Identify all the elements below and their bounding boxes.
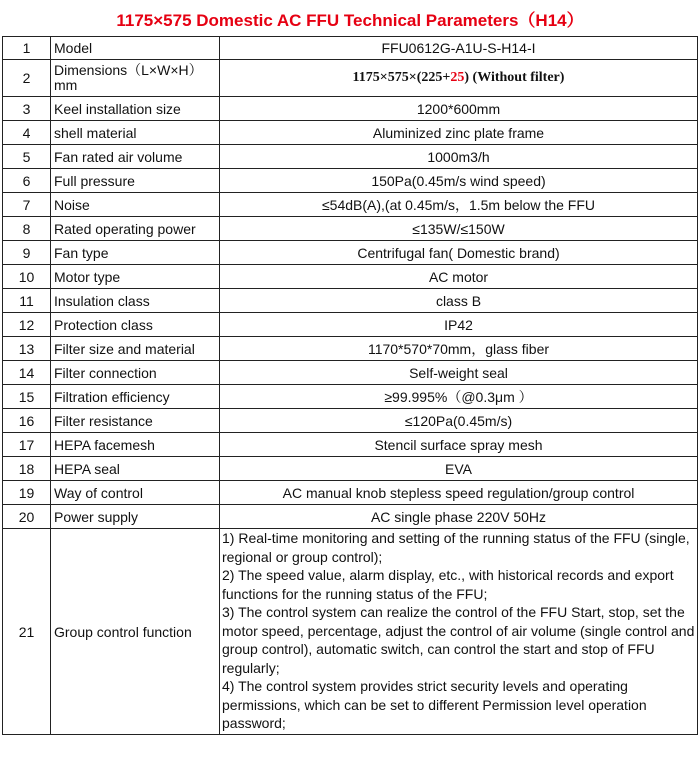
parameter-value: 1000m3/h — [220, 145, 698, 169]
table-row — [3, 121, 698, 145]
row-number: 6 — [3, 169, 51, 193]
table-row — [3, 409, 698, 433]
parameter-name: Motor type — [51, 265, 220, 289]
row-number: 2 — [3, 60, 51, 97]
row-number: 13 — [3, 337, 51, 361]
row-number: 19 — [3, 481, 51, 505]
parameter-name: Fan type — [51, 241, 220, 265]
function-line: 4) The control system provides strict security levels and operating permissions, which can be set to different Permission level operation password; — [222, 678, 647, 731]
parameter-value: Aluminized zinc plate frame — [220, 121, 698, 145]
parameter-value: ≤135W/≤150W — [220, 217, 698, 241]
parameter-name: Filtration efficiency — [51, 385, 220, 409]
parameter-name: Model — [51, 37, 220, 60]
table-row — [3, 145, 698, 169]
parameter-value: AC single phase 220V 50Hz — [220, 505, 698, 529]
table-row — [3, 433, 698, 457]
parameter-value: 150Pa(0.45m/s wind speed) — [220, 169, 698, 193]
parameter-value: 1170*570*70mm，glass fiber — [220, 337, 698, 361]
table-row — [3, 60, 698, 97]
parameter-name: Filter resistance — [51, 409, 220, 433]
parameter-name: Keel installation size — [51, 97, 220, 121]
parameter-name: Group control function — [51, 529, 220, 735]
dimension-extra: 25 — [450, 70, 465, 85]
table-row — [3, 241, 698, 265]
parameter-value: ≤54dB(A),(at 0.45m/s，1.5m below the FFU — [220, 193, 698, 217]
parameter-value: Self-weight seal — [220, 361, 698, 385]
row-number: 7 — [3, 193, 51, 217]
parameter-value: AC manual knob stepless speed regulation/group control — [220, 481, 698, 505]
row-number: 12 — [3, 313, 51, 337]
parameter-value: IP42 — [220, 313, 698, 337]
parameter-name: HEPA seal — [51, 457, 220, 481]
table-row — [3, 169, 698, 193]
row-number: 11 — [3, 289, 51, 313]
parameter-value: class B — [220, 289, 698, 313]
row-number: 20 — [3, 505, 51, 529]
parameter-name: Way of control — [51, 481, 220, 505]
row-number: 21 — [3, 529, 51, 735]
function-line: 1) Real-time monitoring and setting of the running status of the FFU (single, regional or group control); — [222, 530, 690, 565]
table-row — [3, 505, 698, 529]
parameter-name: HEPA facemesh — [51, 433, 220, 457]
row-number: 4 — [3, 121, 51, 145]
dimension-base: 1175×575×(225+ — [352, 70, 451, 85]
table-row — [3, 481, 698, 505]
parameter-name: Power supply — [51, 505, 220, 529]
row-number: 10 — [3, 265, 51, 289]
row-number: 5 — [3, 145, 51, 169]
parameter-name: Noise — [51, 193, 220, 217]
table-row — [3, 97, 698, 121]
parameter-name: Filter size and material — [51, 337, 220, 361]
row-number: 14 — [3, 361, 51, 385]
table-row — [3, 457, 698, 481]
parameter-value: 1200*600mm — [220, 97, 698, 121]
parameter-name: Filter connection — [51, 361, 220, 385]
row-number: 9 — [3, 241, 51, 265]
function-line: 2) The speed value, alarm display, etc., with historical records and export functions for the running status of the FFU; — [222, 567, 674, 602]
parameter-value: ≤120Pa(0.45m/s) — [220, 409, 698, 433]
parameter-name: Fan rated air volume — [51, 145, 220, 169]
table-row — [3, 37, 698, 60]
table-row — [3, 265, 698, 289]
page-title: 1175×575 Domestic AC FFU Technical Parameters（H14） — [116, 10, 584, 30]
parameter-name: Rated operating power — [51, 217, 220, 241]
parameter-value: EVA — [220, 457, 698, 481]
parameter-name: shell material — [51, 121, 220, 145]
parameter-name: Full pressure — [51, 169, 220, 193]
parameter-value: Centrifugal fan( Domestic brand) — [220, 241, 698, 265]
row-number: 16 — [3, 409, 51, 433]
parameter-value: FFU0612G-A1U-S-H14-I — [220, 37, 698, 60]
parameter-value: AC motor — [220, 265, 698, 289]
parameter-name: Dimensions（L×W×H）mm — [51, 60, 220, 97]
table-row — [3, 193, 698, 217]
row-number: 15 — [3, 385, 51, 409]
table-row — [3, 337, 698, 361]
table-row — [3, 361, 698, 385]
row-number: 18 — [3, 457, 51, 481]
table-row — [3, 217, 698, 241]
table-row — [3, 529, 698, 735]
parameter-name: Protection class — [51, 313, 220, 337]
row-number: 8 — [3, 217, 51, 241]
parameter-value: Stencil surface spray mesh — [220, 433, 698, 457]
function-line: 3) The control system can realize the control of the FFU Start, stop, set the motor speed, percentage, adjust the control of air volume (single control and group control), automatic switch, can control the start and stop of FFU regularly; — [222, 604, 695, 676]
row-number: 3 — [3, 97, 51, 121]
parameter-name: Insulation class — [51, 289, 220, 313]
row-number: 1 — [3, 37, 51, 60]
parameters-table — [2, 36, 698, 735]
row-number: 17 — [3, 433, 51, 457]
dimension-note: ) (Without filter) — [464, 70, 565, 85]
table-row — [3, 313, 698, 337]
parameter-value — [220, 529, 698, 735]
parameter-value: ≥99.995%（@0.3μm ） — [220, 385, 698, 409]
table-row — [3, 289, 698, 313]
table-row — [3, 385, 698, 409]
parameter-value — [220, 60, 698, 97]
